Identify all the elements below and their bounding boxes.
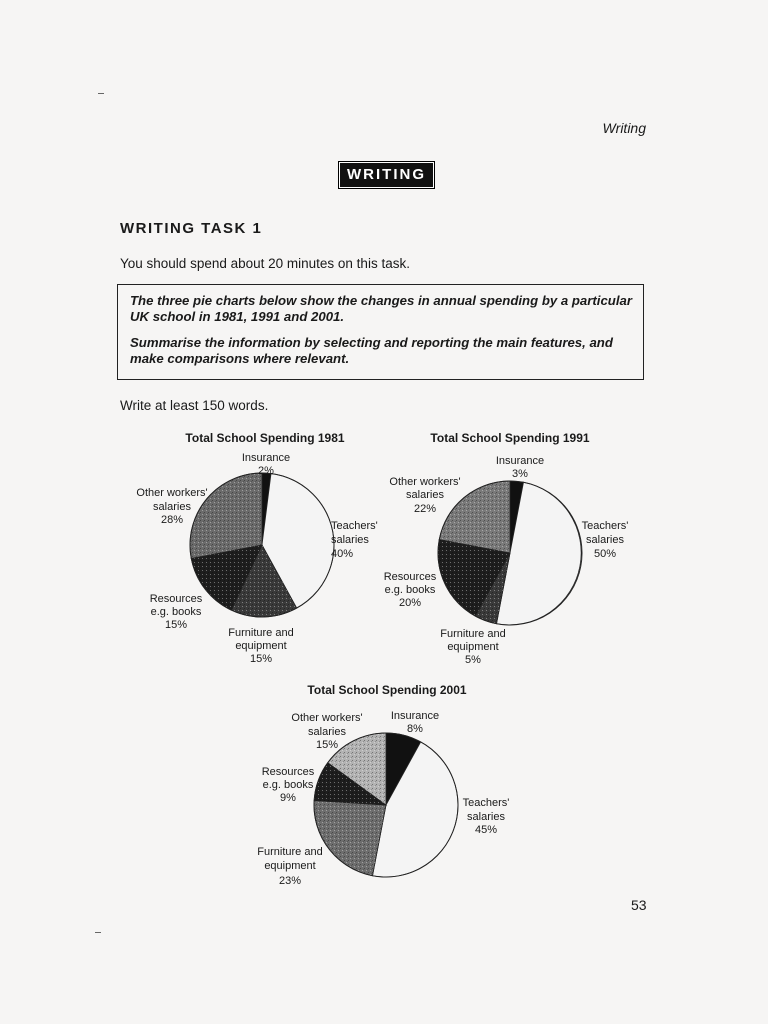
pie-data-label: 20%	[398, 597, 422, 609]
pie-category-label: Resources	[149, 593, 203, 605]
pie-label-other-workers-salaries	[389, 476, 460, 515]
pie-category-label: Other workers'	[389, 476, 461, 488]
pie-data-label: 40%	[331, 548, 354, 560]
page-number: 53	[631, 897, 647, 913]
pie-data-label: 15%	[249, 653, 273, 665]
pie-data-label: 2%	[258, 465, 274, 477]
margin-mark	[95, 932, 101, 933]
pie-category-label: salaries	[308, 726, 346, 738]
task-prompt-description: The three pie charts below show the changes in annual spending by a particular UK school in 1981, 1991 and 2001.	[130, 293, 632, 324]
pie-data-label: 22%	[413, 503, 437, 515]
pie-category-label: e.g. books	[150, 606, 202, 618]
pie-slice-texture-other-workers-salaries	[190, 473, 262, 558]
pie-data-label: 9%	[280, 792, 296, 804]
pie-category-label: salaries	[406, 489, 444, 501]
pie-label-furniture-and-equipment	[257, 846, 322, 887]
pie-category-label: Resources	[383, 571, 437, 583]
pie-data-label: 3%	[512, 468, 528, 480]
pie-data-label: 5%	[465, 654, 481, 666]
pie-category-label: e.g. books	[262, 779, 314, 791]
pie-category-label: Furniture and	[228, 627, 294, 639]
pie-data-label: 23%	[278, 875, 302, 887]
pie-data-label: 8%	[407, 723, 423, 735]
pie-category-label: Furniture and	[440, 628, 506, 640]
pie-category-label: Resources	[261, 766, 315, 778]
pie-category-label: Teachers'	[581, 520, 629, 532]
pie-label-resources-e-g-books	[150, 593, 203, 631]
pie-category-label: Furniture and	[257, 846, 323, 858]
pie-label-furniture-and-equipment	[228, 627, 293, 665]
pie-category-label: Teachers'	[462, 797, 510, 809]
pie-data-label: 15%	[315, 739, 339, 751]
pie-category-label: Teachers'	[331, 520, 378, 532]
section-banner: WRITING	[338, 161, 435, 189]
pie-data-label: 50%	[593, 548, 617, 560]
task-prompt-instruction: Summarise the information by selecting and reporting the main features, and make comparisons where relevant.	[130, 335, 613, 366]
pie-category-label: equipment	[235, 640, 287, 652]
running-head: Writing	[602, 120, 646, 136]
pie-category-label: e.g. books	[384, 584, 436, 596]
margin-mark	[98, 93, 104, 94]
pie-category-label: salaries	[153, 501, 191, 513]
pie-label-insurance	[496, 455, 544, 480]
pie-category-label: equipment	[447, 641, 499, 653]
pie-category-label: Other workers'	[291, 712, 363, 724]
pie-category-label: Insurance	[241, 452, 291, 464]
chart-title: Total School Spending 1991	[430, 431, 590, 445]
pie-label-teachers-salaries	[331, 520, 378, 560]
pie-category-label: Insurance	[390, 710, 440, 722]
pie-data-label: 45%	[474, 824, 498, 836]
pie-category-label: salaries	[586, 534, 624, 546]
pie-label-furniture-and-equipment	[440, 628, 505, 666]
pie-category-label: equipment	[264, 860, 316, 872]
pie-data-label: 15%	[164, 619, 188, 631]
pie-label-insurance	[242, 452, 290, 477]
pie-label-insurance	[391, 710, 439, 735]
pie-category-label: Other workers'	[136, 487, 208, 499]
pie-category-label: salaries	[467, 811, 505, 823]
task-title: WRITING TASK 1	[120, 220, 263, 237]
pie-category-label: Insurance	[495, 455, 545, 467]
chart-title: Total School Spending 2001	[307, 683, 467, 697]
pie-data-label: 28%	[160, 514, 184, 526]
task-intro: You should spend about 20 minutes on this task.	[120, 256, 410, 271]
pie-category-label: salaries	[331, 534, 369, 546]
pie-label-teachers-salaries	[463, 797, 510, 836]
pie-label-resources-e-g-books	[262, 766, 315, 804]
word-count-requirement: Write at least 150 words.	[120, 398, 269, 413]
pie-label-teachers-salaries	[582, 520, 629, 560]
pie-label-resources-e-g-books	[384, 571, 437, 609]
chart-title: Total School Spending 1981	[185, 431, 345, 445]
